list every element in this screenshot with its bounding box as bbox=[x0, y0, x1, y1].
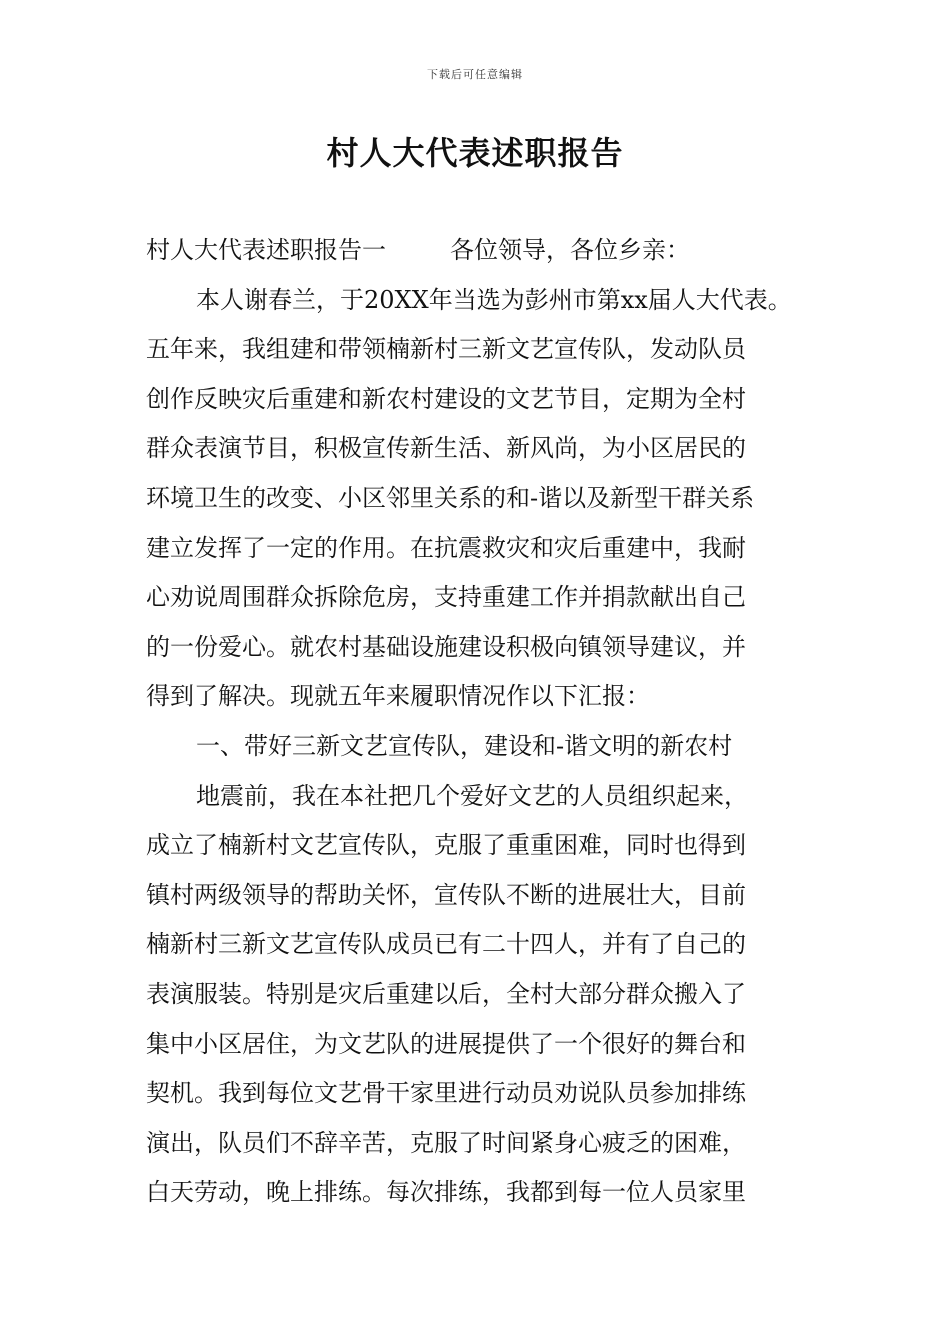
paragraph-line: 契机。我到每位文艺骨干家里进行动员劝说队员参加排练 bbox=[146, 1079, 746, 1108]
paragraph-line: 镇村两级领导的帮助关怀，宣传队不断的进展壮大，目前 bbox=[146, 880, 746, 909]
greeting-right: 各位领导，各位乡亲： bbox=[450, 236, 690, 264]
paragraph-line: 得到了解决。现就五年来履职情况作以下汇报： bbox=[146, 682, 650, 711]
greeting-line bbox=[146, 226, 936, 276]
section-heading: 一、带好三新文艺宣传队，建设和-谐文明的新农村 bbox=[196, 731, 733, 760]
paragraph-line: 白天劳动，晚上排练。每次排练，我都到每一位人员家里 bbox=[146, 1178, 746, 1207]
greeting-left: 村人大代表述职报告一 bbox=[146, 236, 386, 264]
document-title: 村人大代表述职报告 bbox=[326, 134, 624, 172]
header-note: 下载后可任意编辑 bbox=[427, 68, 523, 81]
paragraph-line: 地震前，我在本社把几个爱好文艺的人员组织起来， bbox=[196, 781, 748, 810]
document-body bbox=[146, 226, 936, 1218]
paragraph-line: 演出，队员们不辞辛苦，克服了时间紧身心疲乏的困难， bbox=[146, 1128, 746, 1157]
paragraph-line: 建立发挥了一定的作用。在抗震救灾和灾后重建中，我耐 bbox=[146, 533, 746, 562]
paragraph-line: 五年来，我组建和带领楠新村三新文艺宣传队，发动队员 bbox=[146, 335, 746, 364]
paragraph-line: 本人谢春兰，于20XX年当选为彭州市第xx届人大代表。 bbox=[196, 285, 792, 314]
paragraph-line: 心劝说周围群众拆除危房，支持重建工作并捐款献出自己 bbox=[146, 583, 746, 612]
paragraph-line: 群众表演节目，积极宣传新生活、新风尚，为小区居民的 bbox=[146, 434, 746, 463]
paragraph-line: 楠新村三新文艺宣传队成员已有二十四人，并有了自己的 bbox=[146, 930, 746, 959]
paragraph-line: 成立了楠新村文艺宣传队，克服了重重困难，同时也得到 bbox=[146, 831, 746, 860]
paragraph-line: 环境卫生的改变、小区邻里关系的和-谐以及新型干群关系 bbox=[146, 483, 755, 512]
paragraph-line: 的一份爱心。就农村基础设施建设积极向镇领导建议，并 bbox=[146, 632, 746, 661]
paragraph-line: 集中小区居住，为文艺队的进展提供了一个很好的舞台和 bbox=[146, 1029, 746, 1058]
paragraph-line: 表演服装。特别是灾后重建以后，全村大部分群众搬入了 bbox=[146, 979, 746, 1008]
paragraph-line: 创作反映灾后重建和新农村建设的文艺节目，定期为全村 bbox=[146, 384, 746, 413]
